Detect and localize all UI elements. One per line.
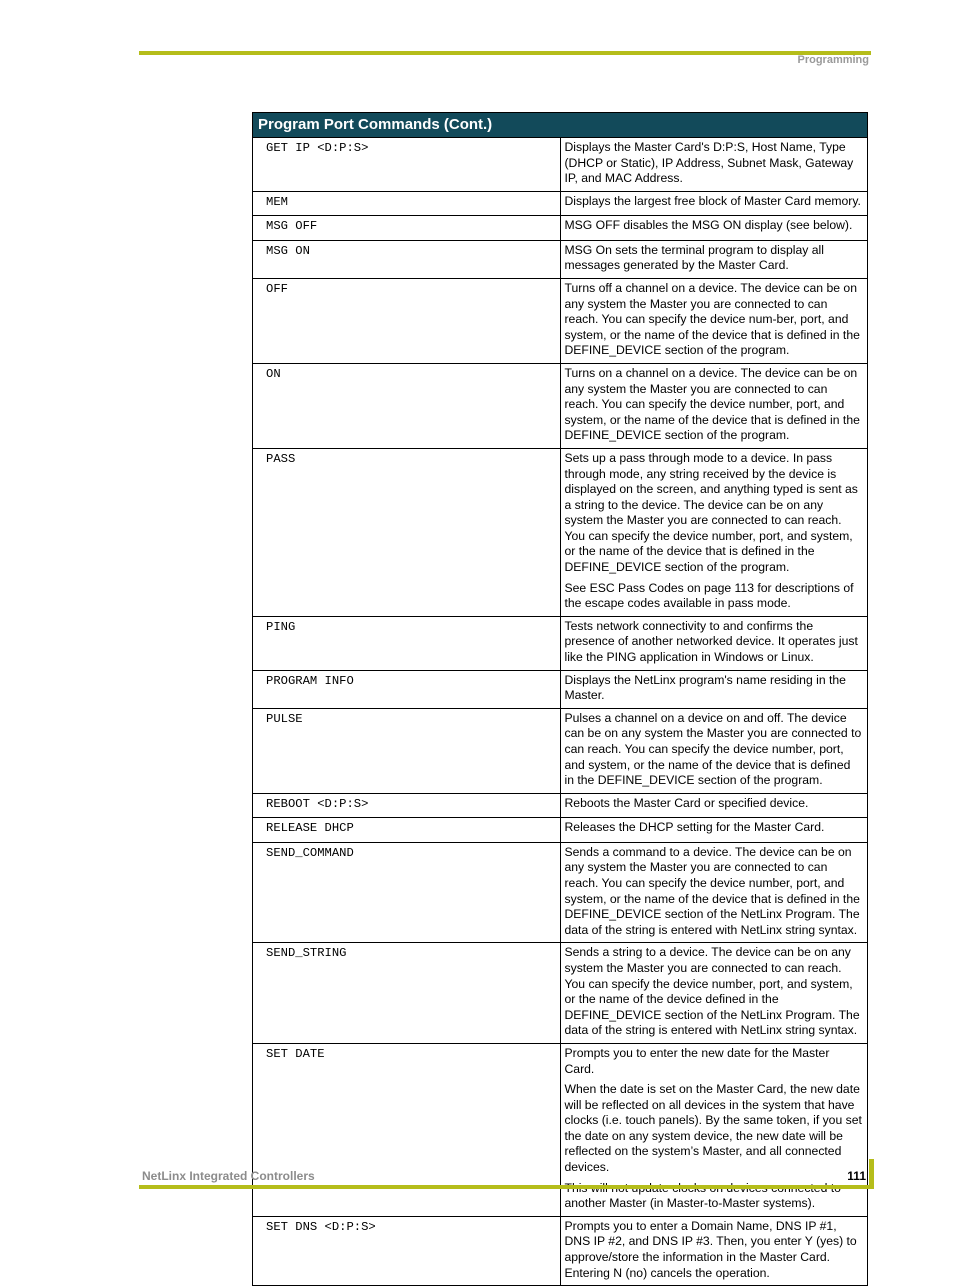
table-row <box>253 818 868 843</box>
description-paragraph: Displays the NetLinx program's name residing in the Master. <box>564 672 846 703</box>
description-cell <box>560 616 868 670</box>
footer-side-rule <box>869 1159 874 1189</box>
description-cell <box>560 1043 868 1216</box>
description-cell <box>560 278 868 363</box>
description-cell <box>560 943 868 1044</box>
description-cell <box>560 818 868 843</box>
description-paragraph: Displays the Master Card's D:P:S, Host Name, Type (DHCP or Static), IP Address, Subnet Mask, Gateway IP, and MAC Address. <box>564 140 854 186</box>
description-paragraph: another Master (in Master-to-Master systems). <box>564 1196 816 1211</box>
command-cell: PROGRAM INFO <box>253 670 561 708</box>
description-cell <box>560 216 868 241</box>
table-row <box>253 708 868 793</box>
command-cell: SET DNS <D:P:S> <box>253 1216 561 1285</box>
table-row <box>253 1216 868 1285</box>
table-row <box>253 363 868 448</box>
table-row <box>253 1043 868 1216</box>
footer-title: NetLinx Integrated Controllers <box>142 1169 315 1183</box>
command-cell: PASS <box>253 448 561 616</box>
header-rule <box>139 51 871 55</box>
table-row <box>253 842 868 943</box>
description-paragraph: Prompts you to enter the new date for the Master Card. <box>564 1045 830 1076</box>
table-row <box>253 616 868 670</box>
command-cell: OFF <box>253 278 561 363</box>
table-header-row <box>253 113 868 138</box>
table-row <box>253 793 868 818</box>
description-cell <box>560 842 868 943</box>
description-paragraph: Turns on a channel on a device. The device can be on any system the Master you are connected to can reach. You can specify the device number, port, and system, or the name of the device that is defined in the DEFINE_DEVICE section of the program. <box>564 365 860 443</box>
table-row <box>253 216 868 241</box>
description-paragraph: Reboots the Master Card or specified device. <box>564 795 809 810</box>
command-cell: MEM <box>253 191 561 216</box>
table-row <box>253 191 868 216</box>
command-cell: REBOOT <D:P:S> <box>253 793 561 818</box>
description-cell <box>560 138 868 192</box>
description-paragraph: When the date is set on the Master Card, the new date will be reflected on all devices in the system that have clocks (i.e. touch panels). By the same token, if you set the date on any system device, the new date will be reflected on the system’s Master, and all connected devices. <box>564 1082 862 1175</box>
command-cell: SEND_COMMAND <box>253 842 561 943</box>
description-paragraph: Sets up a pass through mode to a device. In pass through mode, any string received by the device is displayed on the screen, and anything typed is sent as a string to the device. The device can be on any system the Master you are connected to can reach. You can specify the device number, port, and system, or the name of the device that is defined in the DEFINE_DEVICE section of the program. <box>564 450 858 575</box>
command-cell: SET DATE <box>253 1043 561 1216</box>
description-paragraph: See ESC Pass Codes on page 113 for descriptions of the escape codes available in pass mode. <box>564 580 854 611</box>
command-cell: SEND_STRING <box>253 943 561 1044</box>
section-label: Programming <box>797 54 869 66</box>
description-paragraph: Sends a command to a device. The device can be on any system the Master you are connected to can reach. You can specify the device number, port, and system, or the name of the device that is defined in the DEFINE_DEVICE section of the NetLinx Program. The data of the string is entered with NetLinx string syntax. <box>564 844 860 937</box>
description-cell <box>560 240 868 278</box>
table-title: Program Port Commands (Cont.) <box>253 113 868 138</box>
description-paragraph: Sends a string to a device. The device can be on any system the Master you are connected to can reach. You can specify the device number, port, and system, or the name of the device defined in the DEFINE_DEVICE section of the NetLinx Program. The data of the string is entered with NetLinx string syntax. <box>564 945 860 1038</box>
table-row <box>253 448 868 616</box>
command-cell: RELEASE DHCP <box>253 818 561 843</box>
description-paragraph: Pulses a channel on a device on and off. The device can be on any system the Master you are connected to can reach. You can specify the device number, port, and system, or the name of the device that is defined in the DEFINE_DEVICE section of the program. <box>564 710 862 788</box>
description-cell <box>560 191 868 216</box>
description-cell <box>560 708 868 793</box>
command-cell: PING <box>253 616 561 670</box>
command-cell: MSG ON <box>253 240 561 278</box>
table-row <box>253 240 868 278</box>
description-paragraph: Tests network connectivity to and confirms the presence of another networked device. It operates just like the PING application in Windows or Linux. <box>564 618 858 665</box>
page-number: 111 <box>847 1169 866 1183</box>
description-cell <box>560 1216 868 1285</box>
table-row <box>253 943 868 1044</box>
footer-rule <box>139 1185 874 1189</box>
description-cell <box>560 448 868 616</box>
table-row <box>253 670 868 708</box>
description-cell <box>560 793 868 818</box>
program-port-commands-table <box>252 112 868 1286</box>
description-paragraph: Turns off a channel on a device. The device can be on any system the Master you are connected to can reach. You can specify the device num-ber, port, and system, or the name of the device that is defined in the DEFINE_DEVICE section of the program. <box>564 280 860 358</box>
table-row <box>253 138 868 192</box>
description-cell <box>560 670 868 708</box>
description-paragraph: MSG On sets the terminal program to display all messages generated by the Master Card. <box>564 242 824 273</box>
description-paragraph: Releases the DHCP setting for the Master Card. <box>564 820 825 835</box>
description-paragraph: Prompts you to enter a Domain Name, DNS IP #1, DNS IP #2, and DNS IP #3. Then, you enter Y (yes) to approve/store the information in the Master Card. Entering N (no) cancels the operation. <box>564 1218 857 1280</box>
command-cell: MSG OFF <box>253 216 561 241</box>
command-cell: GET IP <D:P:S> <box>253 138 561 192</box>
description-paragraph: MSG OFF disables the MSG ON display (see below). <box>564 218 853 233</box>
description-paragraph: Displays the largest free block of Master Card memory. <box>564 193 861 208</box>
table-body <box>253 138 868 1286</box>
command-cell: PULSE <box>253 708 561 793</box>
table-row <box>253 278 868 363</box>
description-cell <box>560 363 868 448</box>
command-cell: ON <box>253 363 561 448</box>
